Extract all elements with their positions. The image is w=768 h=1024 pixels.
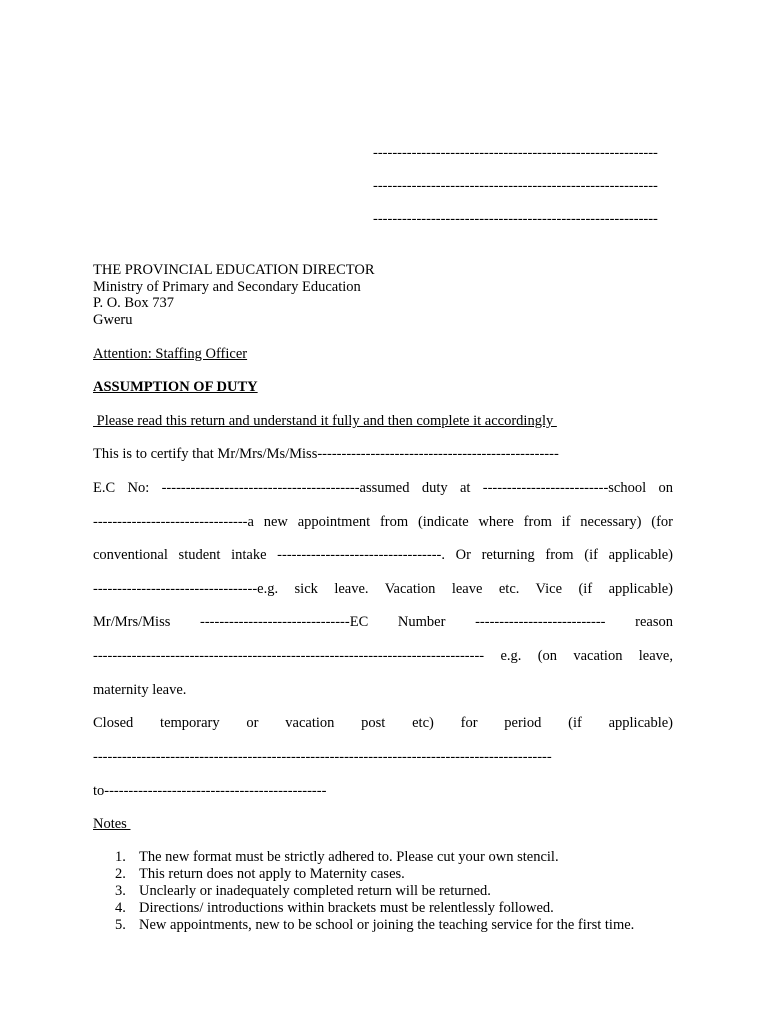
note-number: 4. [115, 900, 126, 916]
certify-line: This is to certify that Mr/Mrs/Ms/Miss-------------------------------------------------- [93, 446, 559, 462]
recipient-po-box: P. O. Box 737 [93, 295, 174, 311]
note-number: 1. [115, 849, 126, 865]
body-line-returning-from: ----------------------------------e.g. sick leave. Vacation leave etc. Vice (if applicable) [93, 581, 673, 597]
instruction-wrap [93, 413, 673, 430]
note-text: Directions/ introductions within brackets must be relentlessly followed. [139, 900, 554, 916]
body-line-reason: --------------------------------------------------------------------------------- e.g. (on vacation leave, [93, 648, 673, 664]
sender-address-line-2: ----------------------------------------------------------- [373, 178, 658, 194]
notes-heading-wrap [93, 816, 673, 833]
instruction-text: Please read this return and understand it fully and then complete it accordingly [93, 413, 557, 429]
note-text: The new format must be strictly adhered to. Please cut your own stencil. [139, 849, 559, 865]
list-item [93, 900, 693, 917]
body-line-to: to---------------------------------------------- [93, 783, 327, 799]
note-number: 2. [115, 866, 126, 882]
note-number: 3. [115, 883, 126, 899]
attention-line: Attention: Staffing Officer [93, 346, 248, 362]
body-line-period-blank: ----------------------------------------------------------------------------------------------- [93, 749, 552, 765]
attention-line-wrap [93, 346, 673, 363]
sender-address-line-3: ----------------------------------------------------------- [373, 211, 658, 227]
heading-wrap [93, 379, 673, 396]
recipient-ministry: Ministry of Primary and Secondary Education [93, 279, 361, 295]
note-number: 5. [115, 917, 126, 933]
notes-heading: Notes [93, 816, 131, 832]
note-text: New appointments, new to be school or joining the teaching service for the first time. [139, 917, 635, 933]
sender-address-line-1: ----------------------------------------------------------- [373, 145, 658, 161]
note-text: This return does not apply to Maternity cases. [139, 866, 405, 882]
recipient-title: THE PROVINCIAL EDUCATION DIRECTOR [93, 262, 375, 278]
recipient-town: Gweru [93, 312, 133, 328]
list-item [93, 883, 693, 900]
body-line-vice: Mr/Mrs/Miss -------------------------------EC Number --------------------------- reason [93, 614, 673, 630]
list-item [93, 866, 693, 883]
note-text: Unclearly or inadequately completed return will be returned. [139, 883, 491, 899]
body-line-maternity: maternity leave. [93, 682, 187, 698]
document-heading: ASSUMPTION OF DUTY [93, 379, 258, 395]
body-line-ec-no: E.C No: -----------------------------------------assumed duty at --------------------------school on [93, 480, 673, 496]
list-item [93, 917, 693, 934]
body-line-new-appointment: --------------------------------a new appointment from (indicate where from if necessary) (for [93, 514, 673, 530]
notes-list [93, 849, 693, 934]
list-item [93, 849, 693, 866]
body-line-closed-post: Closed temporary or vacation post etc) for period (if applicable) [93, 715, 673, 731]
body-line-student-intake: conventional student intake ----------------------------------. Or returning from (if applicable) [93, 547, 673, 563]
